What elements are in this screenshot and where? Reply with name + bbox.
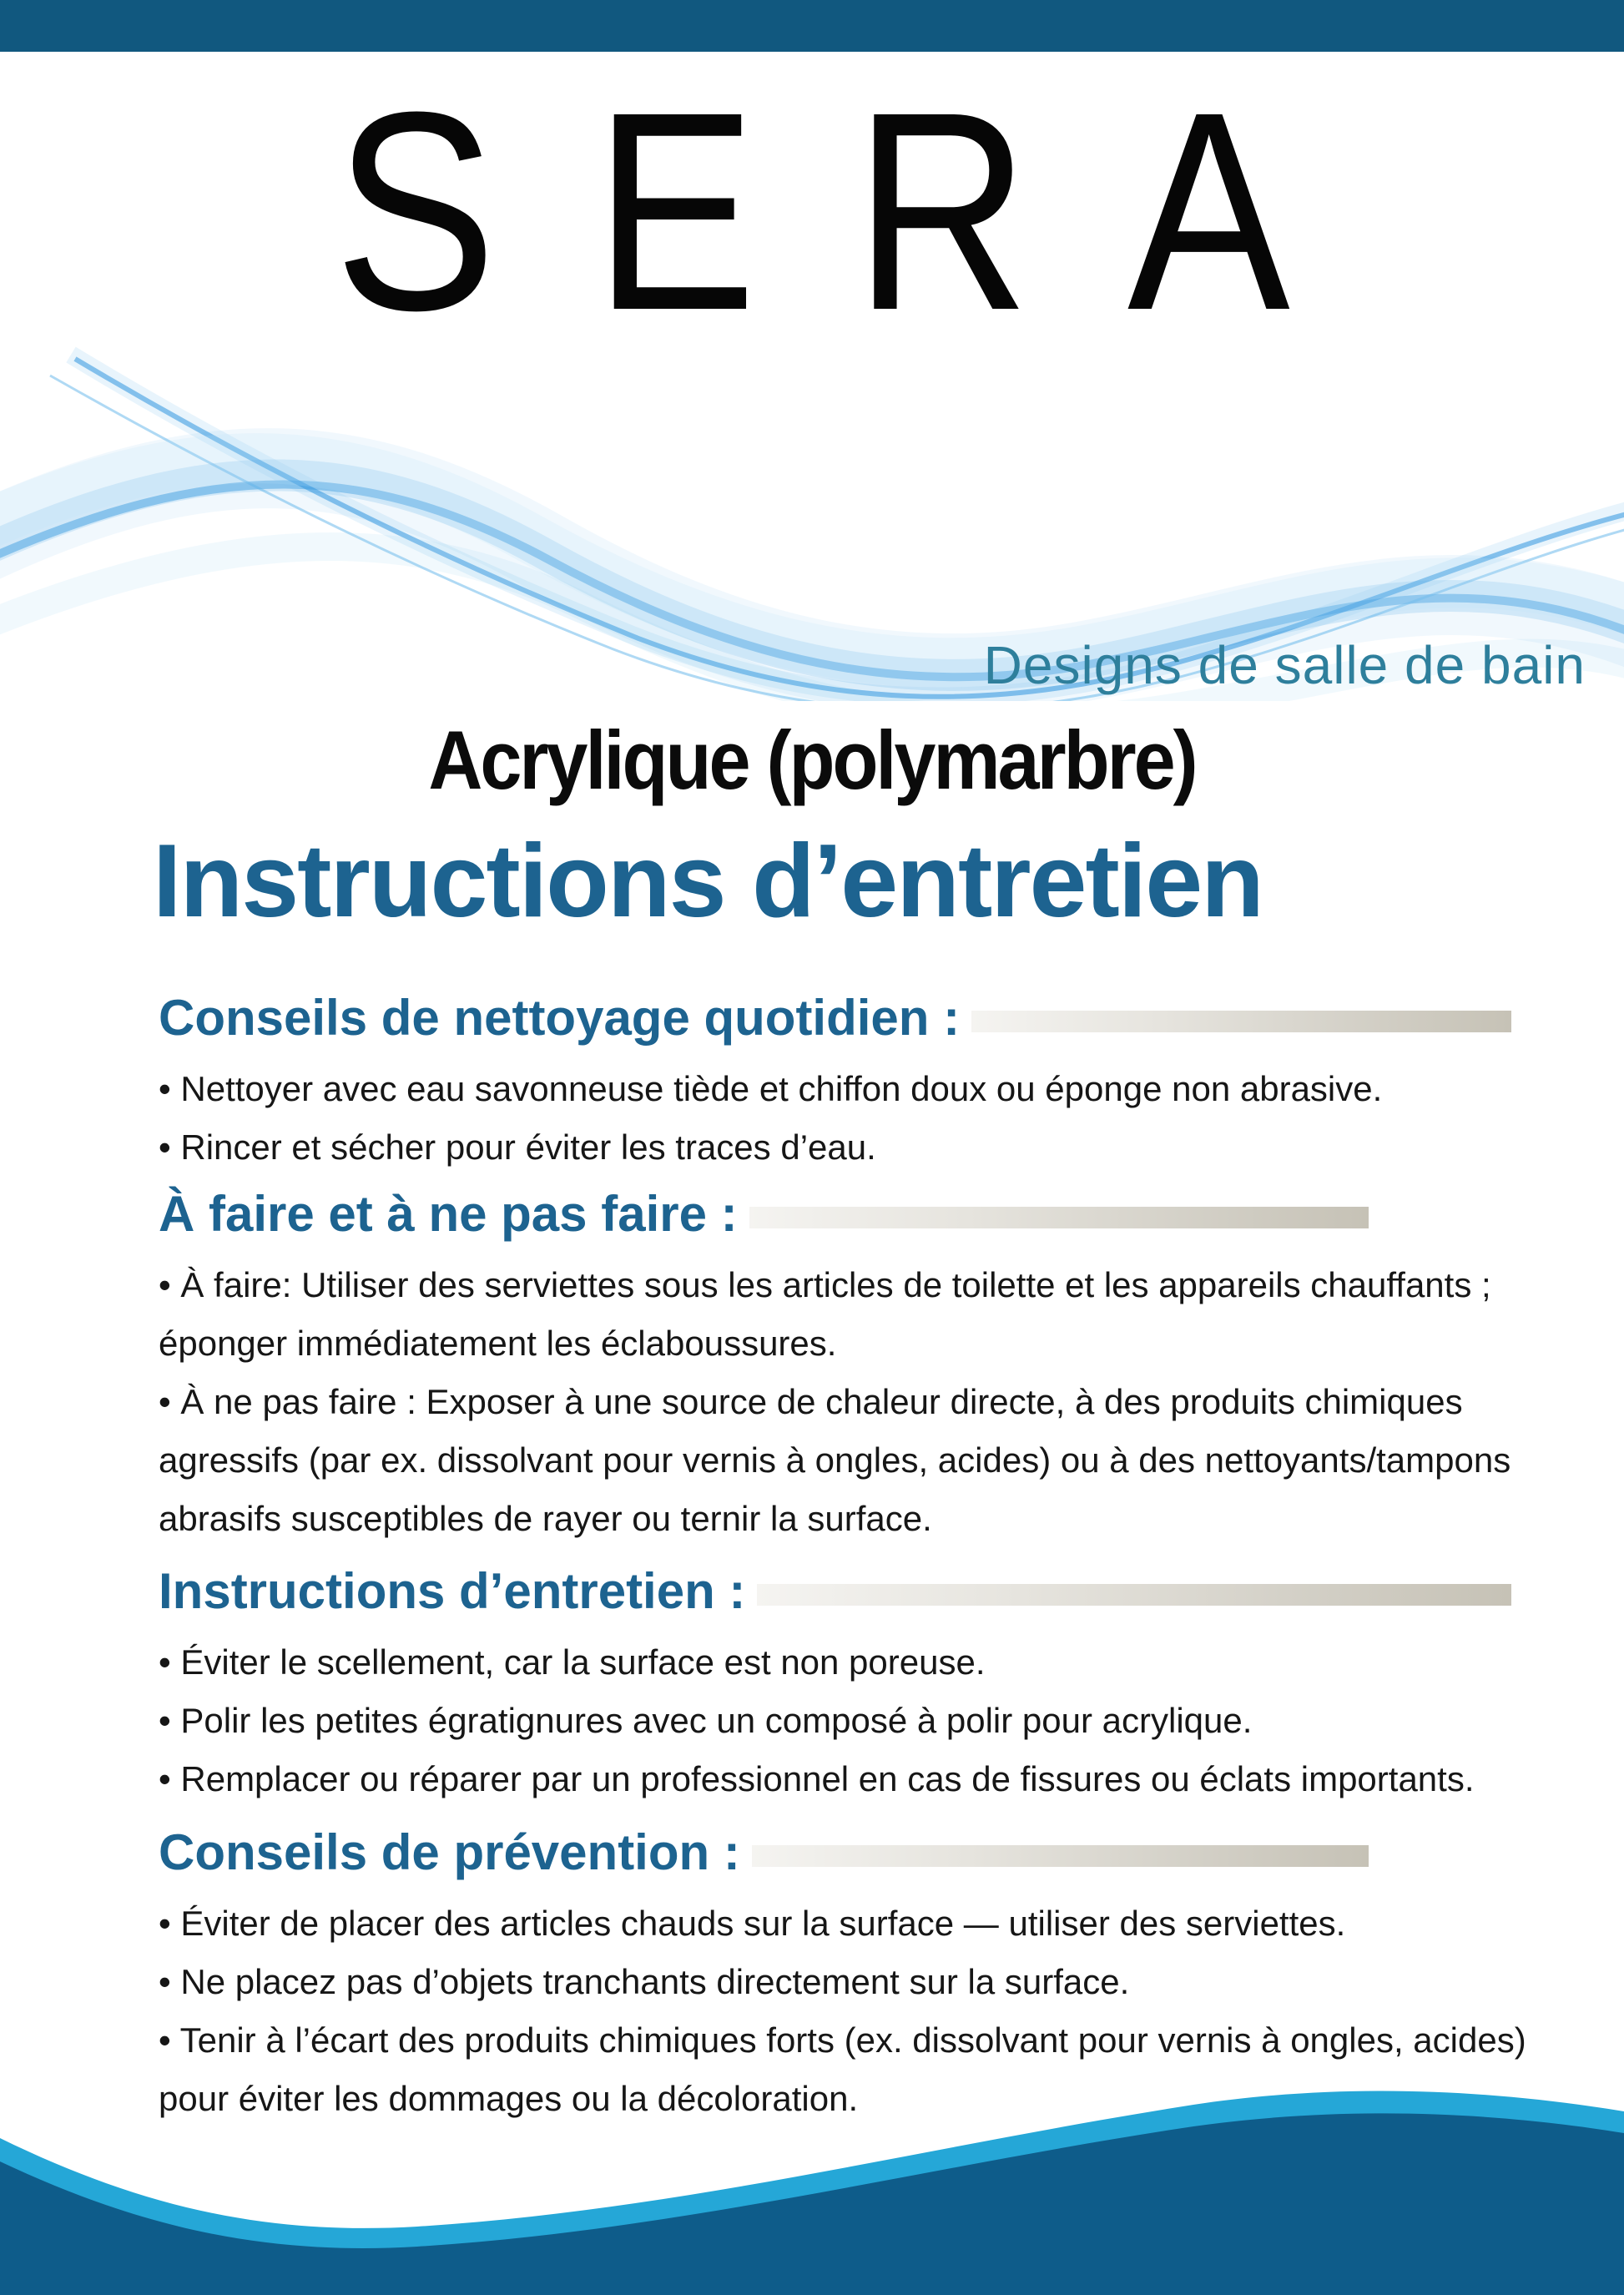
top-color-bar	[0, 0, 1624, 52]
bullet-list	[159, 1633, 1545, 1808]
heading-rule	[971, 1011, 1511, 1032]
section-heading-row	[159, 1823, 1545, 1881]
bullet-item: • À faire: Utiliser des serviettes sous les articles de toilette et les appareils chauffants ; éponger immédiatement les éclaboussures.	[159, 1265, 1491, 1363]
bullet-item: • Polir les petites égratignures avec un composé à polir pour acrylique.	[159, 1701, 1253, 1740]
section-heading: Instructions d’entretien :	[159, 1563, 746, 1619]
bullet-item: • Rincer et sécher pour éviter les traces d’eau.	[159, 1127, 876, 1167]
bullet-item: • Remplacer ou réparer par un professionnel en cas de fissures ou éclats importants.	[159, 1759, 1475, 1798]
bullet-item: • À ne pas faire : Exposer à une source de chaleur directe, à des produits chimiques agressifs (par ex. dissolvant pour vernis à ongles, acides) ou à des nettoyants/tampons abrasifs susceptibles de rayer ou ternir la surface.	[159, 1382, 1511, 1538]
section-heading: Conseils de nettoyage quotidien :	[159, 990, 961, 1046]
heading-rule	[752, 1845, 1369, 1867]
section-heading-row	[159, 1562, 1545, 1620]
brand-tagline: Designs de salle de bain	[983, 635, 1586, 695]
section-care-instructions	[159, 1562, 1545, 1808]
section-heading: À faire et à ne pas faire :	[159, 1186, 738, 1242]
page-title: Instructions d’entretien	[153, 824, 1263, 939]
section-dos-donts	[159, 1185, 1545, 1548]
bullet-item: • Ne placez pas d’objets tranchants directement sur la surface.	[159, 1962, 1130, 2001]
footer-wave-graphic	[0, 2086, 1624, 2295]
bullet-list	[159, 1256, 1545, 1548]
section-heading: Conseils de prévention :	[159, 1824, 740, 1880]
brand-logo-text: SERA	[334, 53, 1388, 369]
bullet-list	[159, 1060, 1545, 1177]
section-cleaning-tips	[159, 989, 1545, 1177]
bullet-item: • Éviter le scellement, car la surface est non poreuse.	[159, 1642, 986, 1682]
section-heading-row	[159, 989, 1545, 1047]
heading-rule	[749, 1207, 1369, 1228]
bullet-item: • Éviter de placer des articles chauds sur la surface — utiliser des serviettes.	[159, 1904, 1346, 1943]
bullet-item: • Tenir à l’écart des produits chimiques forts (ex. dissolvant pour vernis à ongles, acides) pour éviter les dommages ou la décoloration.	[159, 2020, 1526, 2118]
section-heading-row	[159, 1185, 1545, 1243]
heading-rule	[757, 1584, 1511, 1606]
material-title: Acrylique (polymarbre)	[428, 715, 1196, 808]
bullet-item: • Nettoyer avec eau savonneuse tiède et chiffon doux ou éponge non abrasive.	[159, 1069, 1383, 1108]
section-prevention-tips	[159, 1823, 1545, 2128]
